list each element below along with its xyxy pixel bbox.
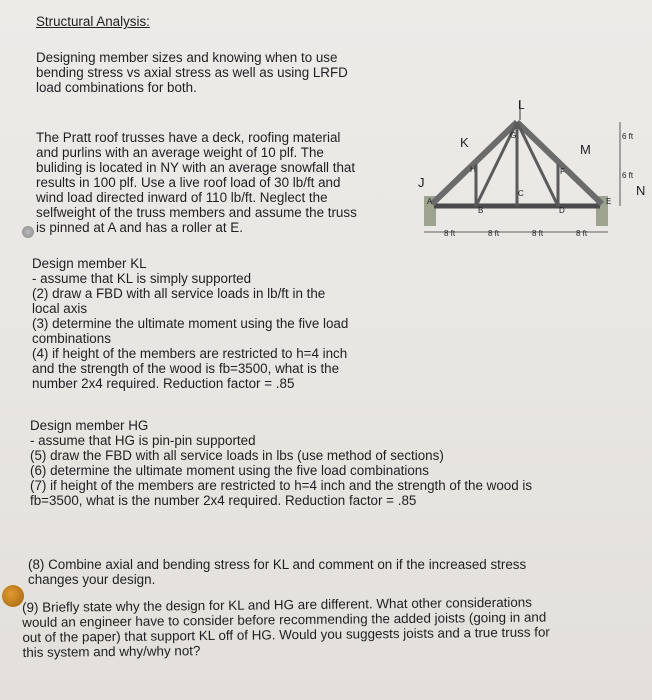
label-k: K — [460, 135, 469, 150]
question-9: (9) Briefly state why the design for KL and HG are different. What other considerations would an engineer have to consider before recommending the added joists (going in and out of the paper) that support KL off of HG. Would you suggests joists and a true truss for this system and why/why not? — [22, 594, 550, 660]
label-f: F — [560, 167, 565, 176]
label-l: L — [518, 98, 525, 112]
label-d: D — [559, 206, 565, 215]
label-c: C — [518, 189, 524, 198]
label-e: E — [606, 197, 612, 206]
label-n: N — [636, 183, 646, 198]
label-b: B — [478, 206, 484, 215]
label-g: G — [510, 131, 517, 140]
label-j: J — [418, 175, 425, 190]
span-label-2: 8 ft — [488, 229, 500, 238]
height-label-top: 6 ft — [622, 132, 634, 141]
problem-statement: The Pratt roof trusses have a deck, roofing material and purlins with an average weight of 10 plf. The buliding is located in NY with an average snowfall that results in 100 plf. Use a live roof load of 30 lb/ft and wind load directed inward of 110 lb/ft. Neglect the selfweight of the truss members and assume the truss is pinned at A and has a roller at E. — [36, 130, 357, 235]
scroll-dot-marker — [22, 226, 34, 238]
question-8: (8) Combine axial and bending stress for KL and comment on if the increased stress changes your design. — [28, 557, 527, 587]
section-title: Structural Analysis: — [36, 14, 150, 29]
orange-dot-marker — [2, 585, 24, 607]
member-kl-questions: Design member KL - assume that KL is simply supported (2) draw a FBD with all service loads in lb/ft in the local axis (3) determine the ultimate moment using the five load combinations (4) if height of the members are restricted to h=4 inch and the strength of the wood is fb=3500, what is the number 2x4 required. Reduction factor = .85 — [32, 256, 349, 391]
span-label-4: 8 ft — [576, 229, 588, 238]
intro-paragraph: Designing member sizes and knowing when to use bending stress vs axial stress as well as using LRFD load combinations for both. — [36, 50, 348, 95]
span-label-1: 8 ft — [444, 229, 456, 238]
truss-svg — [410, 92, 650, 262]
member-hg-questions: Design member HG - assume that HG is pin-pin supported (5) draw the FBD with all service loads in lbs (use method of sections) (6) determine the ultimate moment using the five load combinations (7) if height of the members are restricted to h=4 inch and the strength of the wood is fb=3500, what is the number 2x4 required. Reduction factor = .85 — [30, 418, 533, 508]
height-label-bottom: 6 ft — [622, 171, 634, 180]
pratt-truss-diagram — [410, 92, 650, 262]
span-label-3: 8 ft — [532, 229, 544, 238]
label-h: H — [470, 165, 476, 174]
label-m: M — [580, 142, 591, 157]
label-a: A — [427, 197, 433, 206]
